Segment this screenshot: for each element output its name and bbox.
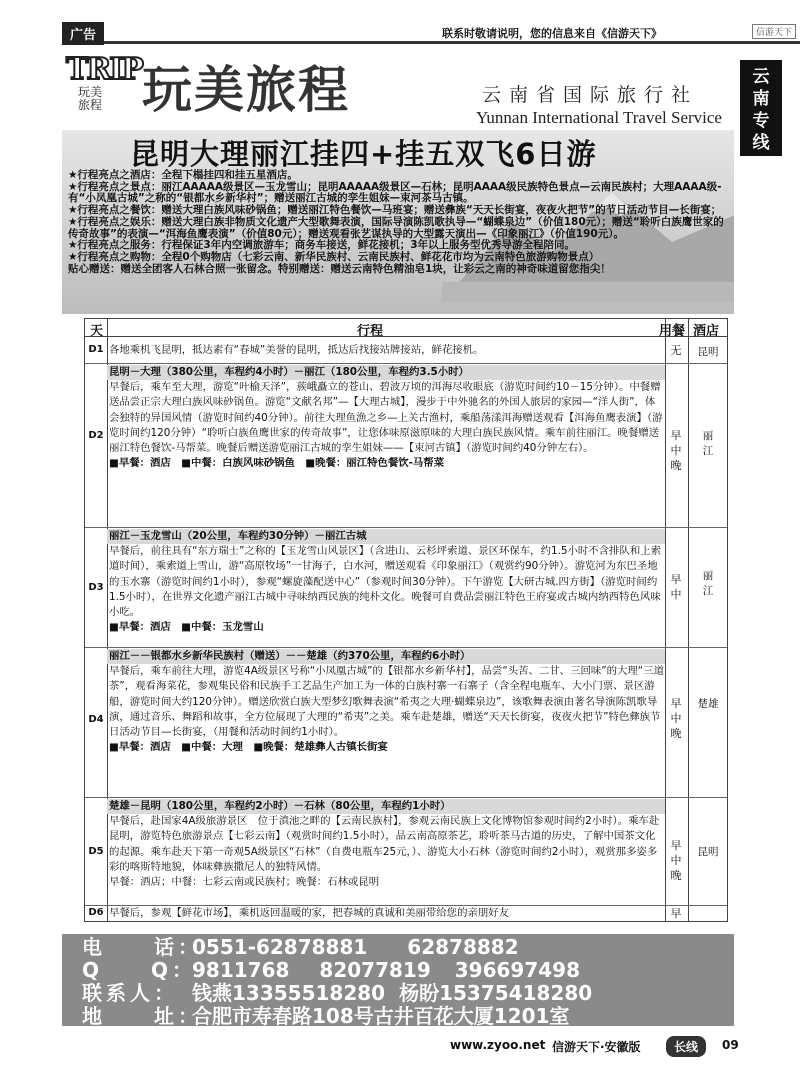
footer xyxy=(440,1036,770,1056)
section-badge: 长线 xyxy=(666,1036,706,1057)
phone-label: 电 话： xyxy=(82,935,202,959)
trip-logo xyxy=(66,52,142,122)
highlight-service: ★行程亮点之服务：行程保证3年内空调旅游车；商务车接送，鲜花接机；3年以上服务型优秀导游全程陪同。 xyxy=(68,239,576,252)
highlight-shopping: ★行程亮点之购物：全程0个购物店（七彩云南、新华民族村、云南民族村、鲜花花市均为云南特色旅游购物景点） xyxy=(68,250,600,263)
day-meals: 早 中 晚 xyxy=(670,839,682,882)
phone-number: 62878882 xyxy=(407,935,519,959)
address-text: 合肥市寿春路108号古井百花大厦1201室 xyxy=(192,1004,570,1028)
ad-tag: 广告 xyxy=(62,22,104,45)
trip-logo-sub: 玩美旅程 xyxy=(78,85,103,112)
day-meals: 早 中 晚 xyxy=(670,697,682,740)
day-route: 楚雄－昆明（180公里，车程约2小时）－石林（80公里，车程约1小时） xyxy=(107,799,665,814)
day-hotel: 丽 江 xyxy=(702,430,714,457)
day-meals: 早 中 xyxy=(670,573,682,601)
day-hotel: 昆明 xyxy=(697,846,719,858)
day-content xyxy=(109,365,665,471)
side-tab-char: 南 xyxy=(752,89,770,109)
footer-publication: 信游天下·安徽版 xyxy=(552,1040,641,1054)
brand-name: 玩美旅程 xyxy=(142,60,350,119)
phone-number: 0551-62878881 xyxy=(192,935,368,959)
day-hotel: 丽 江 xyxy=(702,570,714,597)
day-label: D4 xyxy=(88,714,104,725)
header-meal: 用餐 xyxy=(659,324,686,339)
highlight-entertainment: ★行程亮点之娱乐：赠送大理白族非物质文化遗产大型歌舞表演，国际导演陈凯歌执导—“蝴蝶泉边”（价值180元）；赠送“聆听白族鹰世家的传奇故事”的表演—“洱海鱼鹰表演”（价值80元）；赠送观看张艺谋执导的大型露天演出—《印象丽江》（价值190元）。 xyxy=(68,215,724,240)
day-route: 丽江－玉龙雪山（20公里，车程约30分钟）－丽江古城 xyxy=(107,529,665,544)
day-meal-line: ■早餐：酒店 ■中餐：玉龙雪山 xyxy=(109,621,264,634)
phone-row xyxy=(82,936,734,959)
day-meal-line: ■早餐：酒店 ■中餐：大理 ■晚餐：楚雄彝人古镇长街宴 xyxy=(109,741,388,754)
highlight-gift: 贴心赠送：赠送全团客人石林合照一张留念。特别赠送：赠送云南特色精油皂1块，让彩云之南的神奇味道留您指尖！ xyxy=(68,262,611,275)
person-label: 联系人： xyxy=(82,981,178,1005)
trip-logo-word: TRIP xyxy=(66,52,142,87)
page-number: 09 xyxy=(722,1038,739,1052)
contact-person: 钱燕13355518280 xyxy=(192,981,386,1005)
qq-number: 9811768 xyxy=(192,958,290,982)
day-row xyxy=(85,648,727,798)
side-tab-yunnan xyxy=(740,60,782,156)
highlight-hotel: ★行程亮点之酒店：全程下榻挂四和挂五星酒店。 xyxy=(68,169,298,181)
day-label: D1 xyxy=(88,344,104,355)
side-tab-char: 云 xyxy=(752,67,770,87)
tour-highlights xyxy=(68,170,730,275)
qq-number: 396697498 xyxy=(454,958,580,982)
day-body: 早餐后，赴国家4A级旅游景区 位于滇池之畔的【云南民族村】，参观云南民族上文化博物馆参观时间约2小时）。乘车赴昆明，游览特色旅游景点【七彩云南】（观赏时间约1.5小时），品云南高原茶艺，聆听茶马古道的历史，了解中国茶文化的起源。乘车赴天下第一奇观5A级景区“石林”（自费电瓶车25元，）、游览大小石林（游览时间约2小时），观赏那多姿多彩的喀斯特地貌，体味彝族撒尼人的独特风情。 xyxy=(109,815,660,873)
day-meals: 早 中 晚 xyxy=(670,429,682,472)
day-hotel: 楚雄 xyxy=(697,698,719,710)
day-content xyxy=(109,529,665,635)
day-meal-line: 早餐：酒店；中餐：七彩云南或民族村；晚餐：石林或昆明 xyxy=(109,876,380,889)
header xyxy=(62,46,734,130)
day-route: 昆明－大理（380公里，车程约4小时）－丽江（180公里，车程约3.5小时） xyxy=(107,365,665,380)
day-body: 早餐后，参观【鲜花市场】，乘机返回温暖的家，把春城的真诚和美丽带给您的亲朋好友 xyxy=(109,907,510,919)
day-body: 各地乘机飞昆明，抵达素有“春城”美誉的昆明，抵达后找接站牌接站，鲜花接机。 xyxy=(109,344,484,356)
day-meals: 早 xyxy=(670,907,682,920)
day-row xyxy=(85,528,727,648)
contact-block xyxy=(62,934,734,1026)
address-row xyxy=(82,1005,734,1028)
agency-name-en: Yunnan International Travel Service xyxy=(476,108,722,127)
day-body: 早餐后，乘车至大理，游览“叶榆天泽”，蔟峨矗立的苍山、碧波万顷的洱海尽收眼底（游览时间约10－15分钟）。中餐赠送品尝正宗大理白族风味砂锅鱼。游览“文献名邦”—【大理古城】，漫步于中外驰名的外国人旅居的家园—“洋人街”，体会独特的异国风情（游览时间约40分钟）。前往大理鱼漁之乡—上关古渔村，乘船荡漾洱海赠送观看【洱海鱼鹰表演】（游览时间约120分钟）“聆听白族鱼鹰世家的传奇故事”，让您体味原滋原味的大理白族民族风情。乘车前往丽江。晚餐赠送丽江特色餐饮-马帮菜。晚餐后赠送游览丽江古城的孪生姐妹——【束河古镇】（游览时间约40分钟左右）。 xyxy=(109,381,663,455)
day-meal-line: ■早餐：酒店 ■中餐：白族风味砂锅鱼 ■晚餐：丽江特色餐饮-马帮菜 xyxy=(109,457,445,470)
publication-logo: 信游天下 xyxy=(752,24,796,39)
itinerary-header xyxy=(85,319,727,337)
highlight-sights: ★行程亮点之景点：丽江AAAAA级景区—玉龙雪山；昆明AAAAA级景区—石林；昆明AAAA级民族特色景点—云南民族村；大理AAAA级-有“小凤凰古城”之称的“银都水乡新华村”；赠送丽江古城的孪生姐妹—束河茶马古镇。 xyxy=(68,180,722,205)
day-row xyxy=(85,906,727,921)
day-route: 丽江－－银都水乡新华民族村（赠送）－－楚雄（约370公里，车程约6小时） xyxy=(107,649,665,664)
day-meals: 无 xyxy=(670,344,682,357)
contact-person: 杨盼15375418280 xyxy=(399,981,593,1005)
day-hotel: 昆明 xyxy=(697,346,719,358)
tour-title: 昆明大理丽江挂四+挂五双飞6日游 xyxy=(130,137,597,171)
day-body: 早餐后，前往具有“东方瑞士”之称的【玉龙雪山风景区】（含进山、云杉坪索道、景区环保车，约1.5小时不含排队和上索道时间），乘索道上雪山，游“高原牧场”一甘海子，白水河，赠送观看《印象丽江》（观赏约90分钟）。游览河为东巴圣地的玉水寨（游览时间约1小时），参观“螺旋藻配送中心”（参观时间30分钟）。下午游览【大研古城.四方街】（游览时间约1.5小时），在世界文化遗产丽江古城中寻味纳西民族的纯朴文化。晚餐可自费品尝丽江特色王府宴或古城内纳西特色风味小吃。 xyxy=(109,545,662,619)
qq-row xyxy=(82,959,734,982)
side-tab-char: 线 xyxy=(752,133,770,153)
header-day: 天 xyxy=(90,324,104,339)
address-label: 地 址： xyxy=(82,1004,202,1028)
day-body: 早餐后，乘车前往大理，游览4A级景区号称“小凤凰古城”的【银都水乡新华村】，品尝“头苦、二甘、三回味”的大理“三道茶”，观看海菜花，参观集民俗和民族手工艺品生产加工为一体的白族村寨一石寨子（含全程电瓶车、大小门票、景区游船，游览时间大约120分钟）。赠送欣赏白族大型梦幻歌舞表演“希夷之大理·蝴蝶泉边”，该歌舞表演由著名导演陈凯歌导演，通过音乐、舞蹈和故事，全方位展现了大理的“希夷”之美。乘车赴楚雄，赠送“天天长街宴，夜夜火把节”特色彝族节日活动节目—长街宴，（用餐和活动时间约1小时）。 xyxy=(109,665,664,739)
highlight-dining: ★行程亮点之餐饮：赠送大理白族风味砂锅鱼；赠送丽江特色餐饮—马班宴；赠送彝族“天天长街宴，夜夜火把节”的节日活动节目—长街宴； xyxy=(68,204,722,217)
day-label: D5 xyxy=(88,846,104,857)
day-content xyxy=(109,649,665,755)
day-label: D3 xyxy=(88,582,104,593)
footer-url: www.zyoo.net xyxy=(450,1038,546,1052)
header-hotel: 酒店 xyxy=(693,324,720,339)
top-bar xyxy=(62,22,800,44)
header-trip: 行程 xyxy=(357,324,384,339)
day-label: D2 xyxy=(88,430,104,441)
tour-banner xyxy=(62,130,734,314)
person-row xyxy=(82,982,734,1005)
side-tab-char: 专 xyxy=(752,111,770,131)
qq-label: Q Q： xyxy=(82,958,197,982)
contact-note: 联系时敬请说明，您的信息来自《信游天下》 xyxy=(442,27,662,40)
day-row xyxy=(85,798,727,906)
day-label: D6 xyxy=(88,907,104,918)
day-row xyxy=(85,364,727,528)
agency-name-cn: 云南省国际旅行社 xyxy=(482,84,699,106)
itinerary-table xyxy=(84,318,728,922)
qq-number: 82077819 xyxy=(319,958,431,982)
day-row xyxy=(85,338,727,364)
day-content xyxy=(109,799,665,890)
